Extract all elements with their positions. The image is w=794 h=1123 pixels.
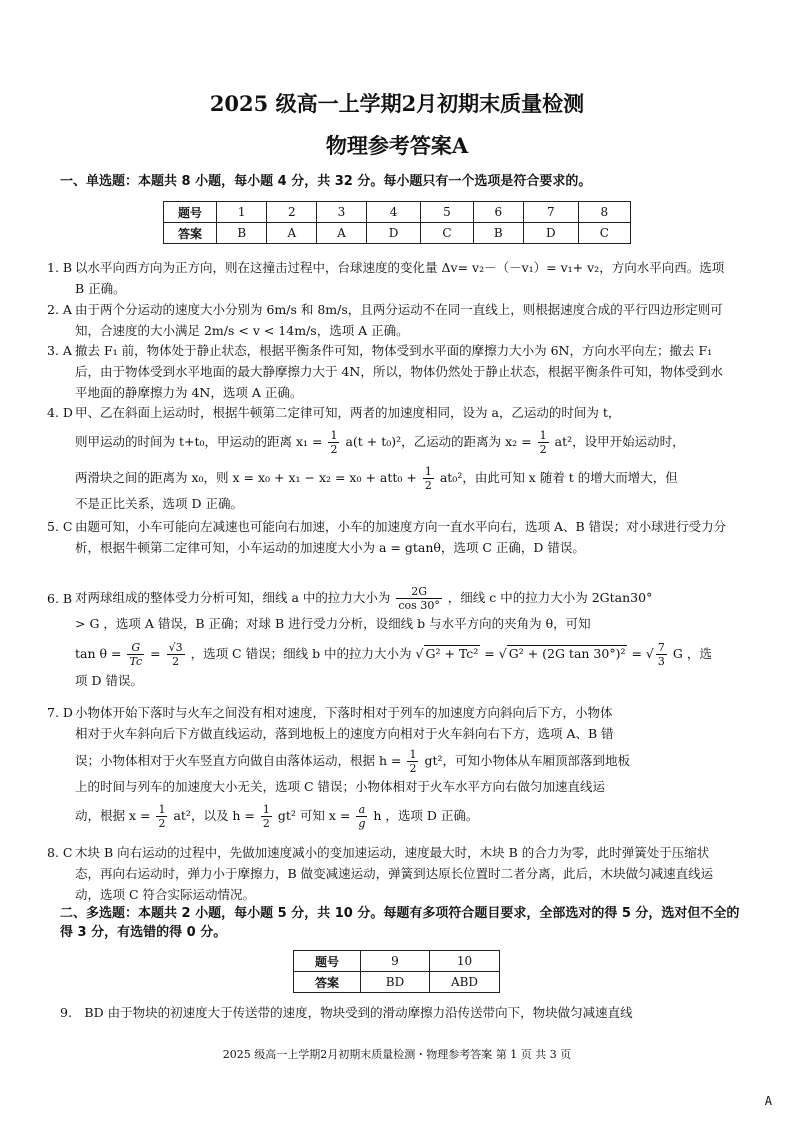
table-header-cell: 答案 [164,223,217,244]
answer-item-4 [47,402,730,514]
table-cell: 2 [267,202,317,223]
table-cell: 5 [421,202,473,223]
fraction [167,641,185,668]
item-text: 由于两个分运动的速度大小分别为 6m/s 和 8m/s，且两分运动不在同一直线上，则根据速度合成的平行四边形定则可知，合速度的大小满足 2m/s < v < 14m/s，选项 A 正确。 [75,302,723,338]
fraction [156,803,167,830]
item-text: 木块 B 向右运动的过程中，先做加速度减小的变加速运动，速度最大时，木块 B 的合力为零，此时弹簧处于压缩状态，再向右运动时，弹力小于摩擦力，B 做变减速运动，弹簧到达原长位置时二者分离，此后，木块做匀减速直线运动，选项 C 符合实际运动情况。 [75,845,714,902]
answer-item-5 [47,516,730,558]
denominator: 2 [539,443,547,456]
item-line [75,583,730,613]
denominator: 2 [409,762,417,775]
answer-item-8 [47,842,730,905]
item-number: 8. C [47,845,73,860]
item-text: gt² 可知 x = [277,808,351,823]
answer-table-1 [163,201,631,244]
fraction [423,465,434,492]
numerator: 1 [262,803,270,816]
numerator: 7 [657,641,665,654]
numerator: a [356,803,367,817]
answer-item-6 [47,583,730,691]
table-cell: 1 [217,202,267,223]
table-cell: D [524,223,579,244]
item-line: 甲、乙在斜面上运动时，根据牛顿第二定律可知，两者的加速度相同，设为 a，乙运动的时间为 t， [75,405,621,420]
table-cell: A [267,223,317,244]
answer-item-9 [60,1002,730,1023]
fraction [127,641,144,668]
item-line: 上的时间与列车的加速度大小无关，选项 C 错误；小物体相对于火车水平方向右做匀加速直线运 [75,779,606,794]
item-text: at²，设甲开始运动时， [554,434,685,449]
fraction [328,429,339,456]
item-number: 1. B [47,260,73,275]
table-cell: 3 [317,202,367,223]
item-line [75,746,730,776]
table-header-cell: 题号 [294,951,361,972]
table-cell: D [366,223,421,244]
answer-item-1 [47,257,730,299]
item-text: = [631,646,642,661]
numerator: 1 [424,465,432,478]
sqrt-expression: √ $\frac{7}{3}$ [645,641,665,668]
item-text: 则甲运动的时间为 t+t₀，甲运动的距离 x₁ = [75,434,323,449]
page-title: 2025 级高一上学期2月初期末质量检测 [209,91,585,116]
item-line [75,463,730,493]
numerator: 1 [330,429,338,442]
item-text: tan θ = [75,646,122,661]
item-number: 3. A [47,343,72,358]
denominator: 3 [657,655,665,668]
answer-item-2 [47,299,730,341]
item-text: 对两球组成的整体受力分析可知，细线 a 中的拉力大小为 [75,590,391,605]
table-cell: ABD [430,972,500,993]
fraction [396,585,441,612]
table-cell: 7 [524,202,579,223]
page-subtitle: 物理参考答案A [325,133,469,158]
item-line [75,801,730,831]
item-number: 5. C [47,519,73,534]
item-number: 9. BD [60,1005,104,1020]
numerator: √3 [168,641,183,654]
table-cell: C [578,223,630,244]
numerator: 2G [396,585,441,599]
numerator: 1 [409,748,417,761]
numerator: 1 [539,429,547,442]
item-text: ，选项 C 错误；细线 b 中的拉力大小为 [190,646,412,661]
table-cell: 8 [578,202,630,223]
fraction [538,429,549,456]
sqrt-body: G² + Tc² [425,646,479,661]
table-header-cell: 答案 [294,972,361,993]
item-line: > G ，选项 A 错误，B 正确；对球 B 进行受力分析，设细线 b 与水平方向的夹角为 θ，可知 [75,616,591,631]
item-text: 由题可知，小车可能向左减速也可能向右加速，小车的加速度方向一直水平向右，选项 A、B 错误；对小球进行受力分析，根据牛顿第二定律可知，小车运动的加速度大小为 a = gtanθ，选项 C 正确，D 错误。 [75,519,727,555]
table-cell: B [473,223,523,244]
numerator: 1 [158,803,166,816]
item-text: at₀²，由此可知 x 随着 t 的增大而增大，但 [439,470,678,485]
table-cell: B [217,223,267,244]
item-line [75,427,730,457]
table-cell: BD [361,972,430,993]
item-text: = [484,646,495,661]
table-header-cell: 题号 [164,202,217,223]
sqrt-expression: √ G² + Tc² [415,646,479,661]
table-cell: 10 [430,951,500,972]
numerator: G [127,641,144,655]
fraction [356,803,367,830]
item-number: 6. B [47,591,73,606]
item-line: 不是正比关系，选项 D 正确。 [75,496,243,511]
denominator: 2 [330,443,338,456]
item-text: = [150,646,161,661]
item-text: h ，选项 D 正确。 [373,808,479,823]
page-footer: 2025 级高一上学期2月初期末质量检测・物理参考答案 第 1 页 共 3 页 [222,1048,572,1061]
item-text: 以水平向西方向为正方向，则在这撞击过程中，台球速度的变化量 Δv= v₂－（－v₁）= v₁+ v₂，方向水平向西。选项 B 正确。 [75,260,725,296]
item-text: 误；小物体相对于火车竖直方向做自由落体运动，根据 h = [75,753,402,768]
item-text: 动，根据 x = [75,808,151,823]
item-text: at²，以及 h = [173,808,255,823]
table-cell: A [317,223,367,244]
item-text: ，细线 c 中的拉力大小为 2Gtan30° [447,590,653,605]
fraction [656,641,667,668]
table-cell: C [421,223,473,244]
section2-heading: 二、多选题：本题共 2 小题，每小题 5 分，共 10 分。每题有多项符合题目要求，全部选对的得 5 分，选对但不全的得 3 分，有选错的得 0 分。 [60,906,740,940]
denominator: cos 30° [398,599,440,612]
denominator: 2 [424,479,432,492]
item-line [75,638,730,670]
fraction [407,748,418,775]
denominator: g [358,817,366,830]
corner-mark: A [764,1094,772,1108]
item-text: G ，选 [672,646,712,661]
item-text: 由于物块的初速度大于传送带的速度，物块受到的滑动摩擦力沿传送带向下，物块做匀减速直线 [107,1005,633,1020]
sqrt-expression: √ G² + (2G tan 30°)² [498,646,626,661]
denominator: 2 [158,817,166,830]
item-text: 两滑块之间的距离为 x₀，则 x = x₀ + x₁ − x₂ = x₀ + att₀ + [75,470,417,485]
table-cell: 4 [366,202,421,223]
denominator: Tc [129,655,143,668]
item-text: gt²，可知小物体从车厢顶部落到地板 [424,753,630,768]
item-text: 撤去 F₁ 前，物体处于静止状态，根据平衡条件可知，物体受到水平面的摩擦力大小为 6N，方向水平向左；撤去 F₁ 后，由于物体受到水平地面的最大静摩擦力大于 4N，所以，物体仍然处于静止状态，根据平衡条件可知，物体受到水平地面的静摩擦力为 4N，选项 A 正确。 [75,343,723,400]
item-line: 相对于火车斜向后下方做直线运动，落到地板上的速度方向相对于火车斜向右下方，选项 A、B 错 [75,726,614,741]
section1-heading: 一、单选题：本题共 8 小题，每小题 4 分，共 32 分。每小题只有一个选项是符合要求的。 [60,174,592,189]
item-text: a(t + t₀)²，乙运动的距离为 x₂ = [345,434,532,449]
sqrt-body: G² + (2G tan 30°)² [508,646,626,661]
answer-table-2 [293,950,500,993]
item-line: 小物体开始下落时与火车之间没有相对速度，下落时相对于列车的加速度方向斜向后下方，小物体 [75,705,613,720]
item-line: 项 D 错误。 [75,673,143,688]
item-number: 7. D [47,705,73,720]
fraction [261,803,272,830]
answer-item-7 [47,702,730,831]
answer-item-3 [47,340,730,403]
item-number: 2. A [47,302,72,317]
item-number: 4. D [47,405,73,420]
table-cell: 6 [473,202,523,223]
table-cell: 9 [361,951,430,972]
denominator: 2 [172,655,180,668]
denominator: 2 [262,817,270,830]
